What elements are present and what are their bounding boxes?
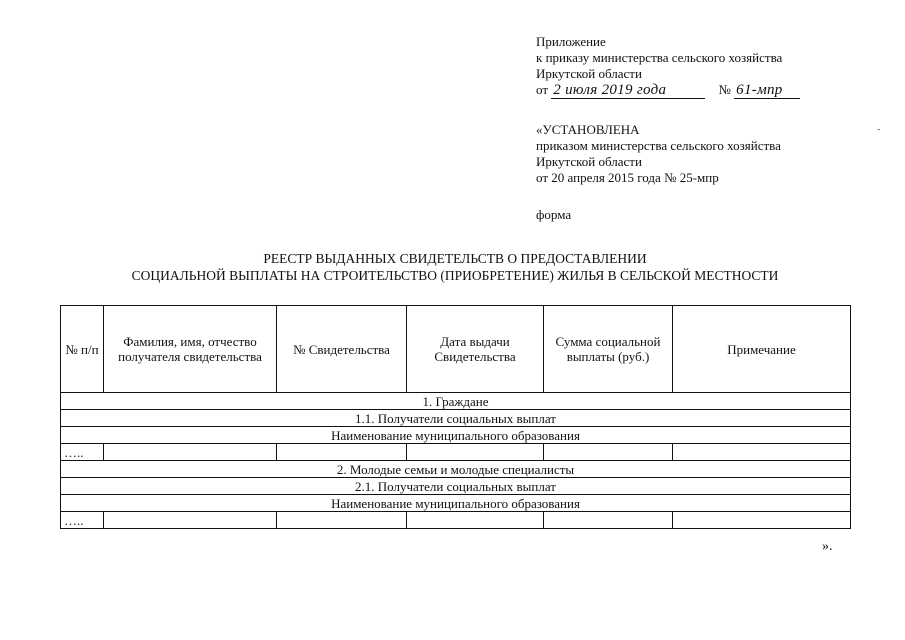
approved-region-line: Иркутской области bbox=[536, 154, 642, 169]
approved-order-line: приказом министерства сельского хозяйства bbox=[536, 138, 781, 153]
approved-title: «УСТАНОВЛЕНА bbox=[536, 122, 640, 137]
table-row bbox=[61, 393, 851, 410]
header-number: № п/п bbox=[61, 306, 104, 393]
header-payment-amount: Сумма социальной выплаты (руб.) bbox=[544, 306, 673, 393]
empty-cell bbox=[277, 444, 407, 461]
appendix-handwritten-date: 2 июля 2019 года bbox=[551, 82, 705, 99]
empty-cell bbox=[673, 444, 851, 461]
register-table bbox=[60, 305, 851, 529]
empty-cell bbox=[104, 444, 277, 461]
table-row bbox=[61, 461, 851, 478]
appendix-handwritten-number: 61-мпр bbox=[734, 82, 800, 99]
table-row bbox=[61, 427, 851, 444]
approved-date-line: от 20 апреля 2015 года № 25-мпр bbox=[536, 170, 719, 185]
section-1-subheading: 1.1. Получатели социальных выплат bbox=[61, 410, 851, 427]
table-row bbox=[61, 495, 851, 512]
table-row bbox=[61, 410, 851, 427]
document-title bbox=[60, 250, 850, 284]
section-2-subheading: 2.1. Получатели социальных выплат bbox=[61, 478, 851, 495]
empty-cell bbox=[407, 512, 544, 529]
header-certificate-number: № Свидетельства bbox=[277, 306, 407, 393]
stray-mark: - bbox=[877, 124, 881, 135]
empty-cell bbox=[407, 444, 544, 461]
section-1-municipality: Наименование муниципального образования bbox=[61, 427, 851, 444]
empty-cell bbox=[277, 512, 407, 529]
header-issue-date: Дата выдачи Свидетельства bbox=[407, 306, 544, 393]
header-note: Примечание bbox=[673, 306, 851, 393]
section-1-heading: 1. Граждане bbox=[61, 393, 851, 410]
appendix-number-prefix: № bbox=[718, 82, 731, 97]
table-row bbox=[61, 444, 851, 461]
appendix-date-line bbox=[536, 82, 800, 99]
table-header-row bbox=[61, 306, 851, 393]
appendix-region-line: Иркутской области bbox=[536, 66, 642, 81]
section-2-placeholder-cell: ….. bbox=[61, 512, 104, 529]
empty-cell bbox=[544, 512, 673, 529]
form-label: форма bbox=[536, 207, 572, 222]
section-2-municipality: Наименование муниципального образования bbox=[61, 495, 851, 512]
header-recipient-name: Фамилия, имя, отчество получателя свидетельства bbox=[104, 306, 277, 393]
appendix-from-prefix: от bbox=[536, 82, 549, 97]
approved-block bbox=[536, 122, 781, 186]
section-1-placeholder-cell: ….. bbox=[61, 444, 104, 461]
closing-quote-mark: ». bbox=[822, 539, 833, 554]
document-title-line-2: СОЦИАЛЬНОЙ ВЫПЛАТЫ НА СТРОИТЕЛЬСТВО (ПРИОБРЕТЕНИЕ) ЖИЛЬЯ В СЕЛЬСКОЙ МЕСТНОСТИ bbox=[131, 268, 779, 283]
table-row bbox=[61, 478, 851, 495]
appendix-order-line: к приказу министерства сельского хозяйства bbox=[536, 50, 783, 65]
empty-cell bbox=[673, 512, 851, 529]
table-row bbox=[61, 512, 851, 529]
document-title-line-1: РЕЕСТР ВЫДАННЫХ СВИДЕТЕЛЬСТВ О ПРЕДОСТАВЛЕНИИ bbox=[263, 251, 647, 266]
appendix-title: Приложение bbox=[536, 34, 606, 49]
appendix-block bbox=[536, 34, 800, 99]
empty-cell bbox=[104, 512, 277, 529]
section-2-heading: 2. Молодые семьи и молодые специалисты bbox=[61, 461, 851, 478]
empty-cell bbox=[544, 444, 673, 461]
